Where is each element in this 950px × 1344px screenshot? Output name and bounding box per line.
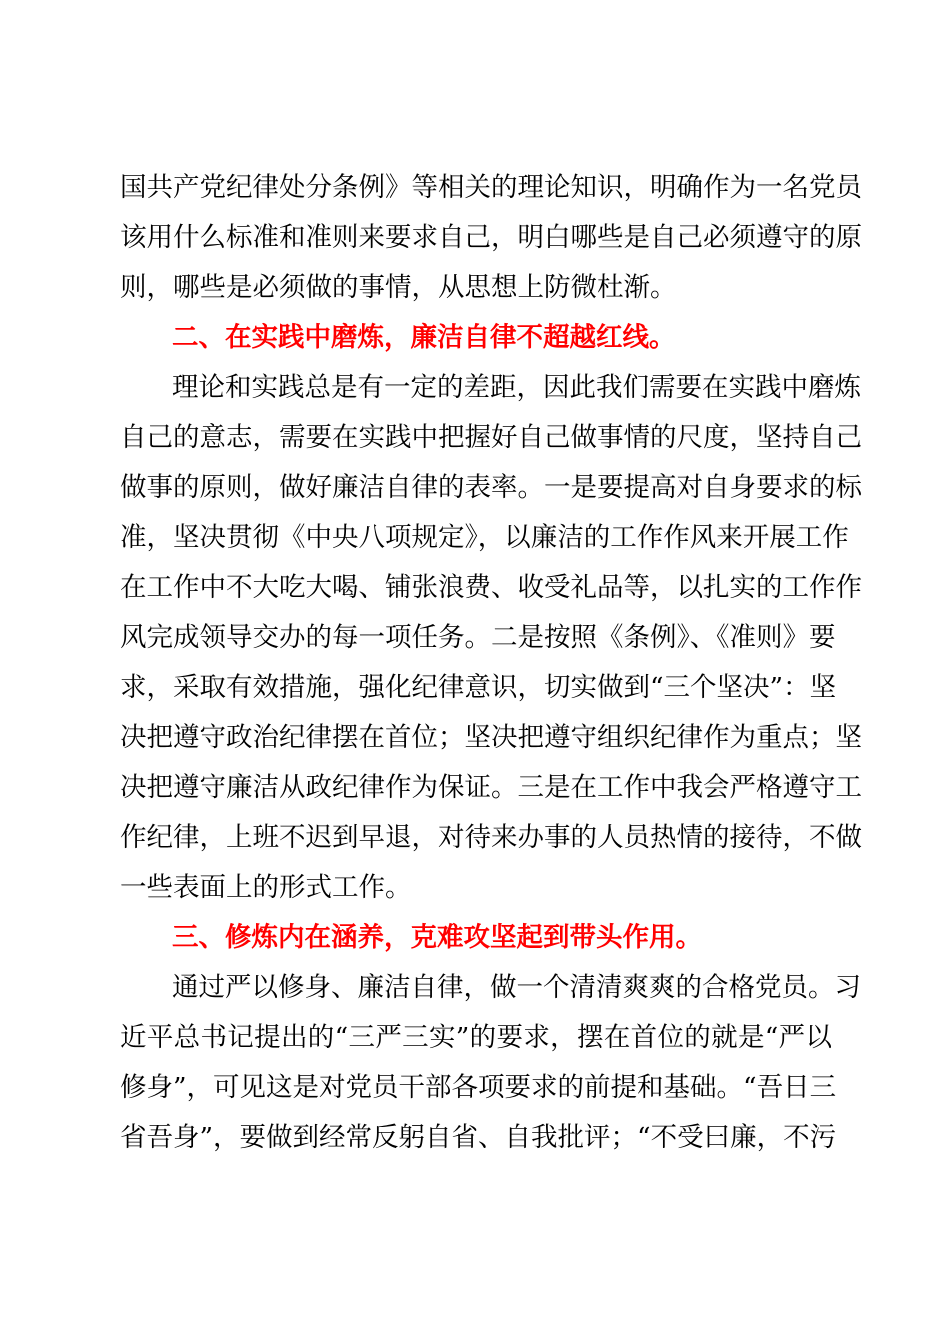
paragraph-2-line-5: 在工作中不大吃大喝、铺张浪费、收受礼品等，以扎实的工作作 bbox=[120, 572, 862, 603]
paragraph-2-line-1: 理论和实践总是有一定的差距，因此我们需要在实践中磨炼 bbox=[172, 372, 861, 403]
paragraph-2-line-6: 风完成领导交办的每一项任务。二是按照《条例》、《准则》要 bbox=[120, 622, 836, 653]
paragraph-1-line-1: 国共产党纪律处分条例》等相关的理论知识，明确作为一名党员 bbox=[120, 172, 862, 203]
paragraph-1-line-3: 则，哪些是必须做的事情，从思想上防微杜渐。 bbox=[120, 272, 677, 303]
paragraph-3-line-2: 近平总书记提出的“三严三实”的要求，摆在首位的就是“严以 bbox=[120, 1022, 832, 1053]
paragraph-3-line-3: 修身”，可见这是对党员干部各项要求的前提和基础。“吾日三 bbox=[120, 1072, 837, 1103]
paragraph-2-line-11: 一些表面上的形式工作。 bbox=[120, 872, 412, 903]
paragraph-2-line-10: 作纪律，上班不迟到早退，对待来办事的人员热情的接待，不做 bbox=[120, 822, 862, 853]
paragraph-3-line-1: 通过严以修身、廉洁自律，做一个清清爽爽的合格党员。习 bbox=[172, 972, 861, 1003]
paragraph-2-line-9: 决把遵守廉洁从政纪律作为保证。三是在工作中我会严格遵守工 bbox=[120, 772, 862, 803]
paragraph-2-line-4: 准，坚决贯彻《中央八项规定》，以廉洁的工作作风来开展工作 bbox=[120, 522, 849, 553]
paragraph-2-line-8: 决把遵守政治纪律摆在首位；坚决把遵守组织纪律作为重点；坚 bbox=[120, 722, 862, 753]
paragraph-1-line-2: 该用什么标准和准则来要求自己，明白哪些是自己必须遵守的原 bbox=[120, 222, 862, 253]
paragraph-2-line-7: 求，采取有效措施，强化纪律意识，切实做到“三个坚决”：坚 bbox=[120, 672, 837, 703]
paragraph-2-line-2: 自己的意志，需要在实践中把握好自己做事情的尺度，坚持自己 bbox=[120, 422, 862, 453]
section-heading-3: 三、修炼内在涵养，克难攻坚起到带头作用。 bbox=[172, 922, 702, 953]
section-heading-2: 二、在实践中磨炼，廉洁自律不超越红线。 bbox=[172, 322, 676, 353]
paragraph-2-line-3: 做事的原则，做好廉洁自律的表率。一是要提高对自身要求的标 bbox=[120, 472, 862, 503]
paragraph-3-line-4: 省吾身”，要做到经常反躬自省、自我批评；“不受曰廉，不污 bbox=[120, 1122, 837, 1153]
